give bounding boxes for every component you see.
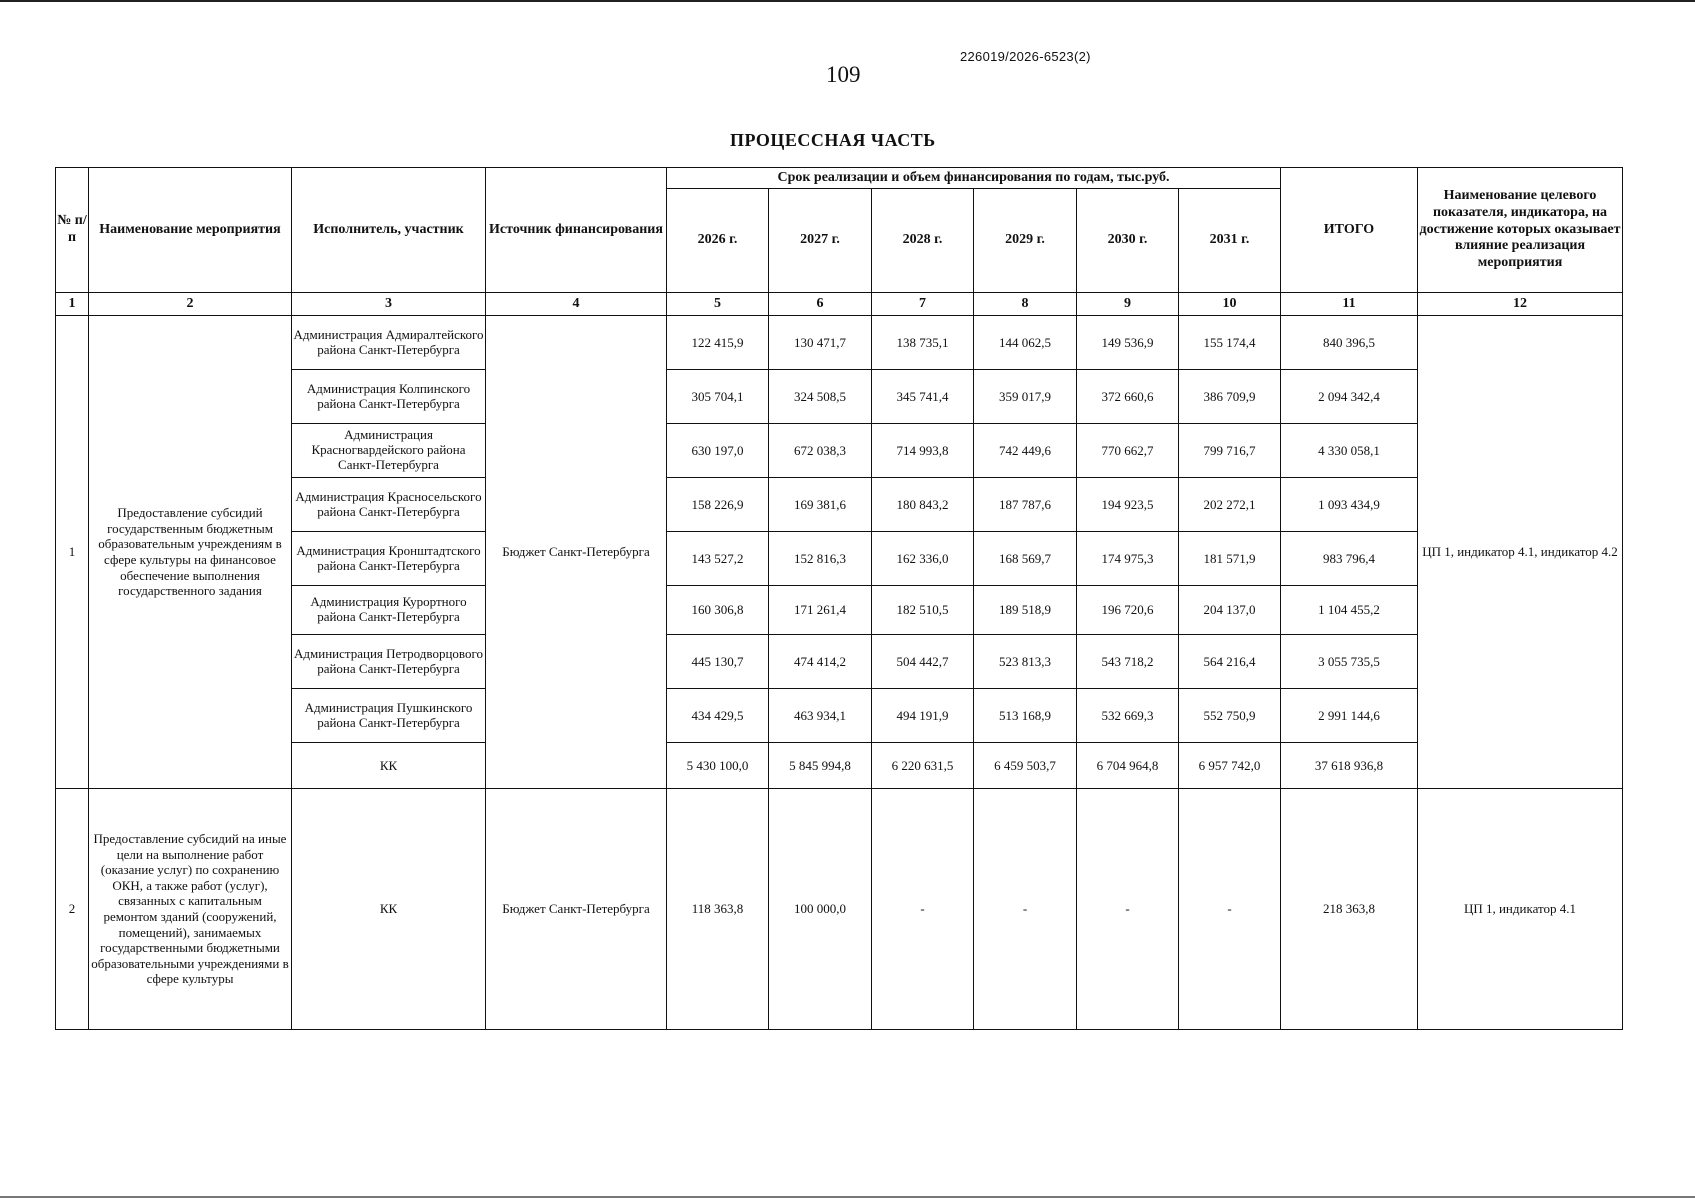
year-value: 5 430 100,0 (667, 743, 769, 789)
header-year: 2028 г. (872, 189, 974, 293)
target-indicator: ЦП 1, индикатор 4.1, индикатор 4.2 (1418, 316, 1623, 789)
total-value: 4 330 058,1 (1281, 424, 1418, 478)
column-number: 2 (89, 293, 292, 316)
year-value: - (872, 789, 974, 1030)
year-value: 474 414,2 (769, 635, 872, 689)
year-value: 494 191,9 (872, 689, 974, 743)
year-value: 202 272,1 (1179, 478, 1281, 532)
year-value: 143 527,2 (667, 532, 769, 586)
year-value: 714 993,8 (872, 424, 974, 478)
top-border-line (0, 0, 1695, 2)
header-year: 2027 г. (769, 189, 872, 293)
column-number-row (56, 293, 1623, 316)
year-value: 324 508,5 (769, 370, 872, 424)
table-row (56, 586, 1623, 635)
year-value: 196 720,6 (1077, 586, 1179, 635)
total-value: 840 396,5 (1281, 316, 1418, 370)
year-value: 187 787,6 (974, 478, 1077, 532)
year-value: 742 449,6 (974, 424, 1077, 478)
year-value: 194 923,5 (1077, 478, 1179, 532)
year-value: 434 429,5 (667, 689, 769, 743)
table-row-kk-total (56, 743, 1623, 789)
year-value: 122 415,9 (667, 316, 769, 370)
executor-name: Администрация Колпинского района Санкт-Петербурга (292, 370, 486, 424)
header-name: Наименование мероприятия (89, 168, 292, 293)
measure-name: Предоставление субсидий государственным бюджетным образовательным учреждениям в сфере культуры на финансовое обеспечение выполнения государственного задания (89, 316, 292, 789)
total-value: 983 796,4 (1281, 532, 1418, 586)
year-value: 372 660,6 (1077, 370, 1179, 424)
year-value: 138 735,1 (872, 316, 974, 370)
financing-source: Бюджет Санкт-Петербурга (486, 316, 667, 789)
column-number: 10 (1179, 293, 1281, 316)
year-value: 181 571,9 (1179, 532, 1281, 586)
year-value: 168 569,7 (974, 532, 1077, 586)
financing-source: Бюджет Санкт-Петербурга (486, 789, 667, 1030)
year-value: 155 174,4 (1179, 316, 1281, 370)
year-value: 504 442,7 (872, 635, 974, 689)
column-number: 9 (1077, 293, 1179, 316)
year-value: 463 934,1 (769, 689, 872, 743)
header-year: 2029 г. (974, 189, 1077, 293)
year-value: 770 662,7 (1077, 424, 1179, 478)
table-row (56, 635, 1623, 689)
total-value: 1 093 434,9 (1281, 478, 1418, 532)
row-number: 2 (56, 789, 89, 1030)
year-value: 180 843,2 (872, 478, 974, 532)
year-value: 182 510,5 (872, 586, 974, 635)
column-number: 6 (769, 293, 872, 316)
total-value: 218 363,8 (1281, 789, 1418, 1030)
year-value: 672 038,3 (769, 424, 872, 478)
header-source: Источник финансирования (486, 168, 667, 293)
year-value: 345 741,4 (872, 370, 974, 424)
table-row (56, 316, 1623, 370)
document-number: 226019/2026-6523(2) (960, 49, 1091, 64)
year-value: 359 017,9 (974, 370, 1077, 424)
header-year: 2030 г. (1077, 189, 1179, 293)
year-value: 152 816,3 (769, 532, 872, 586)
header-year: 2026 г. (667, 189, 769, 293)
year-value: 174 975,3 (1077, 532, 1179, 586)
page-number: 109 (826, 62, 861, 87)
column-number: 5 (667, 293, 769, 316)
total-value: 2 094 342,4 (1281, 370, 1418, 424)
total-value: 2 991 144,6 (1281, 689, 1418, 743)
year-value: 130 471,7 (769, 316, 872, 370)
year-value: 564 216,4 (1179, 635, 1281, 689)
year-value: - (974, 789, 1077, 1030)
year-value: 162 336,0 (872, 532, 974, 586)
year-value: 5 845 994,8 (769, 743, 872, 789)
table-row (56, 370, 1623, 424)
header-num: № п/п (56, 168, 89, 293)
year-value: 169 381,6 (769, 478, 872, 532)
header-year: 2031 г. (1179, 189, 1281, 293)
year-value: 6 459 503,7 (974, 743, 1077, 789)
year-value: 543 718,2 (1077, 635, 1179, 689)
row-number: 1 (56, 316, 89, 789)
header-executor: Исполнитель, участник (292, 168, 486, 293)
year-value: 532 669,3 (1077, 689, 1179, 743)
header-indicator: Наименование целевого показателя, индикатора, на достижение которых оказывает влияние реализация мероприятия (1418, 168, 1623, 293)
executor-name: Администрация Курортного района Санкт-Петербурга (292, 586, 486, 635)
year-value: - (1077, 789, 1179, 1030)
total-value: 3 055 735,5 (1281, 635, 1418, 689)
year-value: 799 716,7 (1179, 424, 1281, 478)
year-value: 158 226,9 (667, 478, 769, 532)
year-value: 204 137,0 (1179, 586, 1281, 635)
target-indicator: ЦП 1, индикатор 4.1 (1418, 789, 1623, 1030)
total-value: 37 618 936,8 (1281, 743, 1418, 789)
year-value: 6 957 742,0 (1179, 743, 1281, 789)
year-value: 386 709,9 (1179, 370, 1281, 424)
financing-table (55, 167, 1623, 1030)
year-value: 118 363,8 (667, 789, 769, 1030)
executor-name: КК (292, 743, 486, 789)
year-value: 523 813,3 (974, 635, 1077, 689)
column-number: 8 (974, 293, 1077, 316)
executor-name: Администрация Красногвардейского района Санкт-Петербурга (292, 424, 486, 478)
year-value: 630 197,0 (667, 424, 769, 478)
executor-name: Администрация Пушкинского района Санкт-Петербурга (292, 689, 486, 743)
column-number: 4 (486, 293, 667, 316)
executor-name: Администрация Адмиралтейского района Санкт-Петербурга (292, 316, 486, 370)
year-value: - (1179, 789, 1281, 1030)
section-title: ПРОЦЕССНАЯ ЧАСТЬ (730, 130, 936, 150)
column-number: 1 (56, 293, 89, 316)
table-row (56, 424, 1623, 478)
column-number: 3 (292, 293, 486, 316)
table-row (56, 689, 1623, 743)
year-value: 144 062,5 (974, 316, 1077, 370)
year-value: 513 168,9 (974, 689, 1077, 743)
total-value: 1 104 455,2 (1281, 586, 1418, 635)
bottom-border-line (0, 1196, 1695, 1198)
table-row (56, 478, 1623, 532)
executor-name: Администрация Красносельского района Санкт-Петербурга (292, 478, 486, 532)
executor-name: Администрация Петродворцового района Санкт-Петербурга (292, 635, 486, 689)
executor-name: КК (292, 789, 486, 1030)
year-value: 6 704 964,8 (1077, 743, 1179, 789)
year-value: 445 130,7 (667, 635, 769, 689)
header-period: Срок реализации и объем финансирования по годам, тыс.руб. (667, 168, 1281, 189)
table-row (56, 532, 1623, 586)
table-row (56, 789, 1623, 1030)
year-value: 100 000,0 (769, 789, 872, 1030)
year-value: 149 536,9 (1077, 316, 1179, 370)
year-value: 305 704,1 (667, 370, 769, 424)
year-value: 6 220 631,5 (872, 743, 974, 789)
column-number: 12 (1418, 293, 1623, 316)
year-value: 171 261,4 (769, 586, 872, 635)
year-value: 189 518,9 (974, 586, 1077, 635)
executor-name: Администрация Кронштадтского района Санкт-Петербурга (292, 532, 486, 586)
measure-name: Предоставление субсидий на иные цели на выполнение работ (оказание услуг) по сохранению ОКН, а также работ (услуг), связанных с капитальным ремонтом зданий (сооружений, помещений), занимаемых государственными бюджетными образовательными учреждениями в сфере культуры (89, 789, 292, 1030)
header-total: ИТОГО (1281, 168, 1418, 293)
year-value: 552 750,9 (1179, 689, 1281, 743)
column-number: 7 (872, 293, 974, 316)
column-number: 11 (1281, 293, 1418, 316)
year-value: 160 306,8 (667, 586, 769, 635)
